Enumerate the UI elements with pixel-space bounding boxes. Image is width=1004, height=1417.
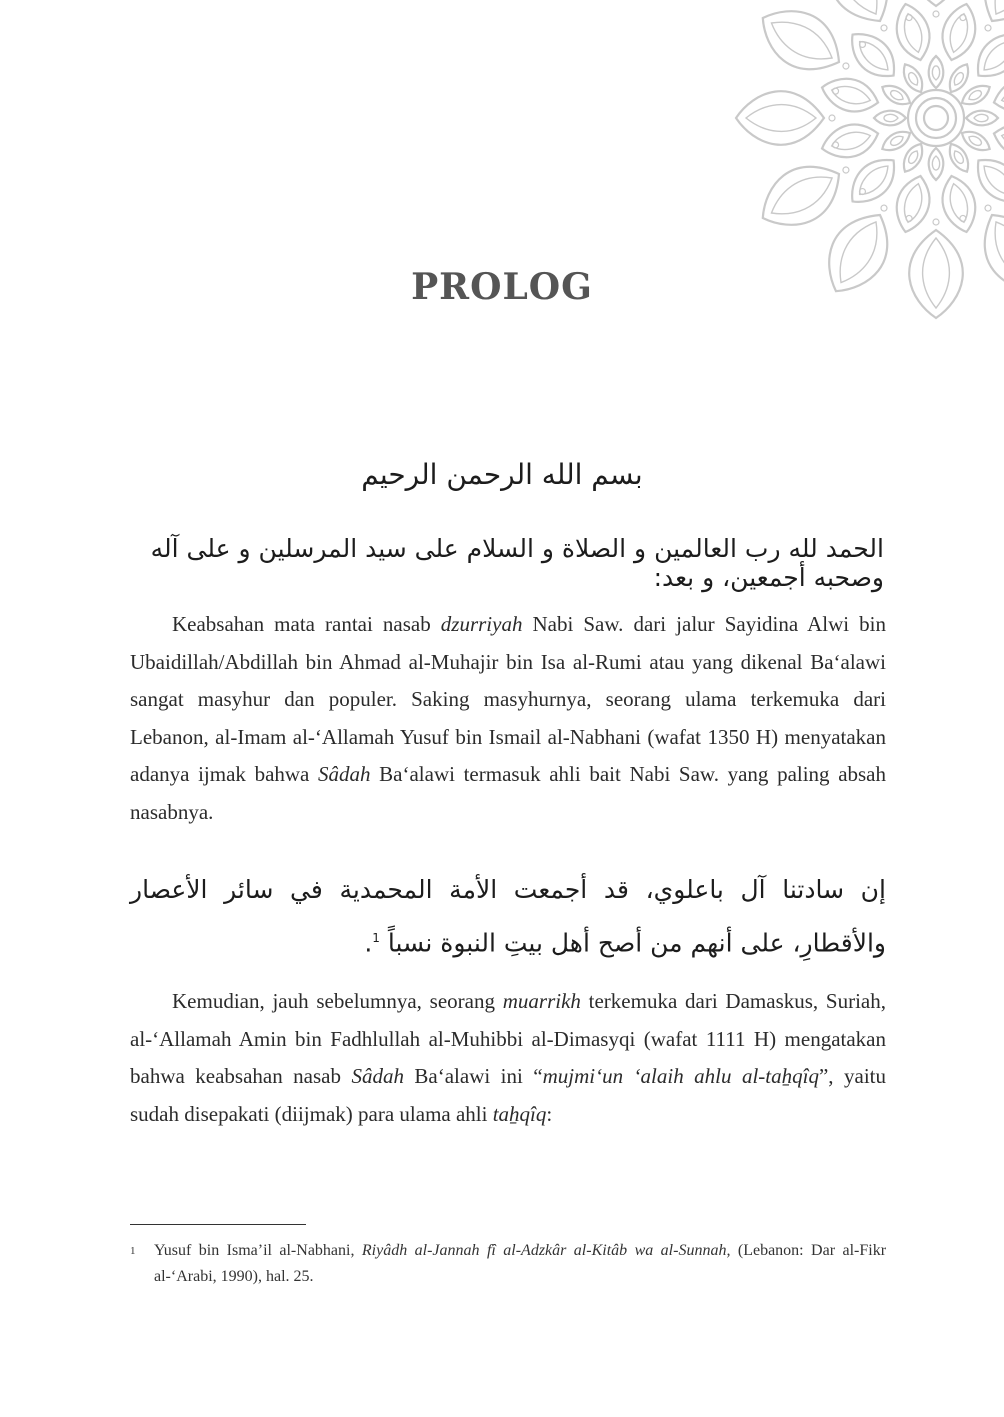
footnote: [130, 1238, 886, 1290]
paragraph-2: Kemudian, jauh sebelumnya, seorang muarrikh terkemuka dari Damaskus, Suriah, al-‘Allamah Amin bin Fadhlullah al-Muhibbi al-Dimasyqi (wafat 1111 H) mengatakan bahwa keabsahan nasab Sâdah Ba‘alawi ini “mujmi‘un ‘alaih ahlu al-taẖqîq”, yaitu sudah disepakati (diijmak) para ulama ahli taẖqîq:: [130, 989, 886, 1126]
footnote-text: Yusuf bin Isma’il al-Nabhani, Riyâdh al-Jannah fî al-Adzkâr al-Kitâb wa al-Sunnah, (Lebanon: Dar al-Fikr al-‘Arabi, 1990), hal. 25.: [154, 1242, 887, 1285]
page-title: PROLOG: [411, 266, 593, 308]
paragraph-1: Keabsahan mata rantai nasab dzurriyah Nabi Saw. dari jalur Sayidina Alwi bin Ubaidillah/Abdillah bin Ahmad al-Muhajir bin Isa al-Rumi atau yang dikenal Ba‘alawi sangat masyhur dan populer. Saking masyhurnya, seorang ulama terkemuka dari Lebanon, al-Imam al-‘Allamah Yusuf bin Ismail al-Nabhani (wafat 1350 H) menyatakan adanya ijmak bahwa Sâdah Ba‘alawi termasuk ahli bait Nabi Saw. yang paling absah nasabnya.: [130, 612, 887, 824]
footnote-ref[interactable]: 1: [372, 931, 380, 945]
basmala: بسم الله الرحمن الرحيم: [361, 458, 643, 491]
hamdalah: الحمد لله رب العالمين و الصلاة و السلام على سيد المرسلين و على آله وصحبه أجمعين، و بعد:: [150, 534, 884, 592]
footnote-divider: [130, 1224, 306, 1225]
arabic-quote: إن سادتنا آل باعلوي، قد أجمعت الأمة المحمدية في سائر الأعصار والأقطارِ، على أنهم من أصح أهل بيتِ النبوة نسباً $^1$.: [130, 875, 886, 958]
footnote-number: 1: [130, 1245, 136, 1257]
